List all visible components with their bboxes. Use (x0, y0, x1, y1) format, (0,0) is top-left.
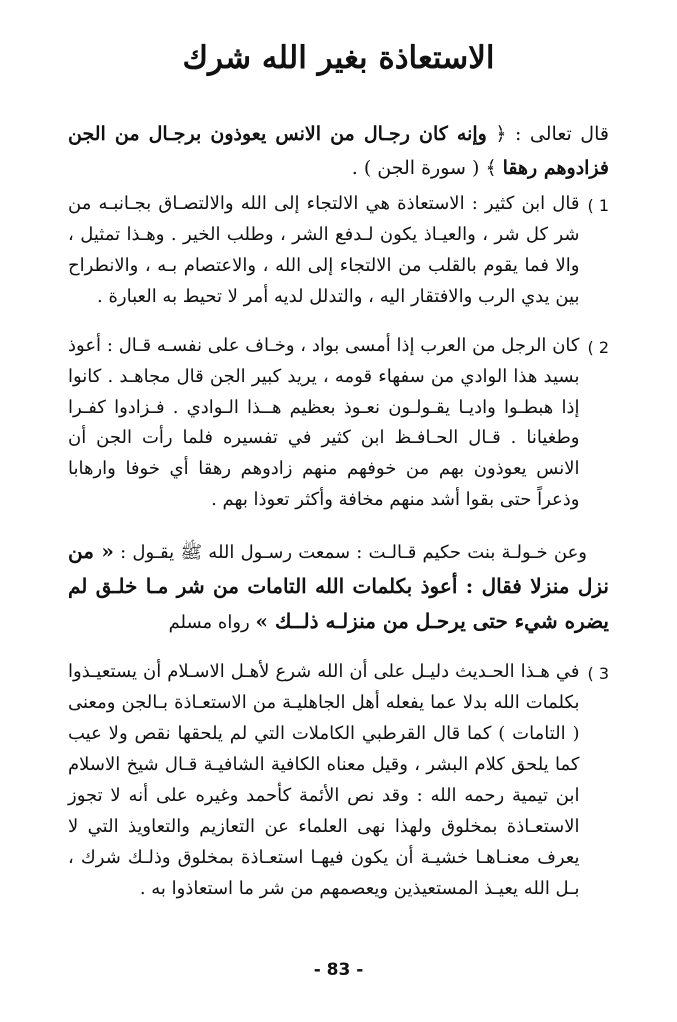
paragraph-text: في هـذا الحـديث دليـل على أن الله شرع لأهـل الاسـلام أن يستعيـذوا بكلمات الله بدلا عما يفعله أهل الجاهليـة من الاستعـاذة بـالجن ومعنى ( التامات ) كما قال القرطبي الكاملات التي لم يلحقها نقص ولا عيب كما يلحق كلام البشر ، وقيل معناه الكافية الشافيـة قـال شيخ الاسلام ابن تيمية رحمه الله : وقد نص الأئمة كأحمد وغيره على أنه لا تجوز الاستعـاذة بمخلوق ولهذا نهى العلماء عن التعازيم والتعاويذ التي لا يعرف معنـاهـا خشيـة أن يكون فيهـا استعـاذة بمخلوق وذلـك شرك ، بـل الله يعيـذ المستعيذين ويعصمهم من شر ما استعاذوا به . (68, 661, 580, 899)
paragraph-2 (68, 331, 609, 517)
intro-verse (68, 118, 609, 185)
intro-tail: ﴾ ( سورة الجن ) . (351, 156, 497, 179)
hadith-quote: « من نزل منزلا فقال : أعوذ بكلمات الله التامات من شر مـا خلـق لم يضره شيء حتى يرحـل من منزلـه ذلــك » (68, 539, 609, 634)
quranic-verse: وإنه كان رجـال من الانس يعوذون برجـال من الجن فزادوهم رهقا (68, 123, 609, 179)
paragraph-text: قال ابن كثير : الاستعاذة هي الالتجاء إلى الله والالتصـاق بجـانبـه من شر كل شر ، والعيـاذ يكون لـدفع الشر ، وطلب الخير . وهـذا تمثيل ، والا فما يقوم بالقلب من الالتجاء إلى الله ، والاعتصام بـه ، والانطراح بين يدي الرب والافتقار اليه ، والتدلل لديه أمر لا تحيط به العبارة . (68, 192, 580, 307)
page-title: الاستعاذة بغير الله شرك (182, 40, 495, 76)
paragraph-3 (68, 657, 609, 905)
hadith-source: رواه مسلم (168, 612, 250, 634)
hadith-lead: وعن خـولـة بنت حكيم قـالـت : سمعت رسـول الله ﷺ يقـول : (120, 542, 587, 564)
paragraph-number: 1 ) (587, 195, 609, 215)
page-number: - 83 - (313, 960, 364, 980)
paragraph-text: كان الرجل من العرب إذا أمسى بواد ، وخـاف على نفسـه قـال : أعوذ بسيد هذا الوادي من سفهاء قومه ، يريد كبير الجن قال مجاهـد . كانوا إذا هبطـوا واديـا يقـولـون نعـوذ بعظيم هــذا الـوادي . فـزادوا كفـرا وطغيانا . قـال الحـافـظ ابن كثير في تفسيره فلما رأت الجن أن الانس يعوذون بهم من خوفهم منهم زادوهم رهقا أي خوفا وارهابا وذعراً حتى بقوا أشد منهم مخافة وأكثر تعوذا بهم . (68, 334, 580, 511)
intro-lead: قال تعالى : ﴿ (495, 123, 609, 146)
hadith-block (68, 534, 609, 639)
paragraph-1 (68, 189, 609, 313)
paragraph-number: 3 ) (587, 664, 609, 684)
paragraph-number: 2 ) (587, 337, 609, 357)
